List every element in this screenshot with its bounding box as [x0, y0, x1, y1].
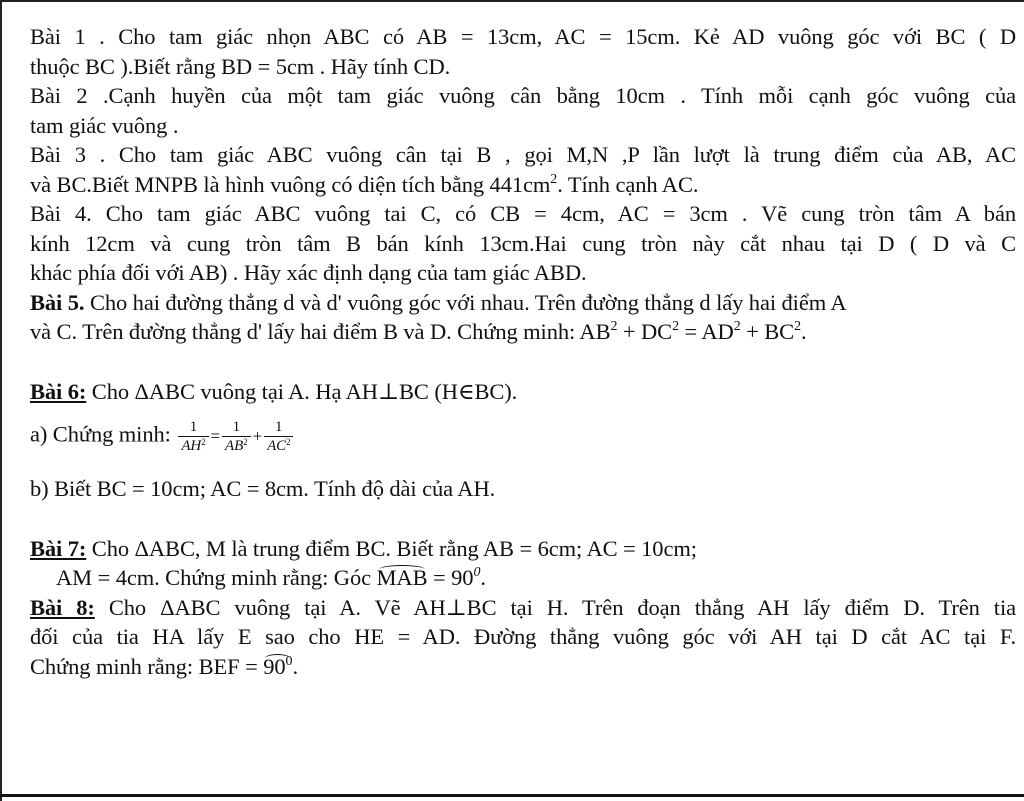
superscript: 2 — [243, 437, 248, 447]
bai6-a-label: a) Chứng minh: — [30, 421, 177, 447]
bai4-line1: Bài 4. Cho tam giác ABC vuông tai C, có CB = 4cm, AC = 3cm . Vẽ cung tròn tâm A bán — [30, 201, 1016, 226]
superscript: 2 — [733, 319, 741, 334]
bai5-text-d: + BC — [740, 319, 795, 344]
fraction-1-over-ac2 — [264, 418, 293, 455]
bai6-label: Bài 6: — [30, 378, 87, 404]
bai8-line1-text: Cho ΔABC vuông tại A. Vẽ AH⊥BC tại H. Trên đoạn thẳng AH lấy điểm D. Trên tia — [94, 594, 1017, 620]
bai3-line2 — [30, 170, 1016, 200]
plus-sign: + — [252, 426, 263, 446]
bai2-line1: Bài 2 .Cạnh huyền của một tam giác vuông cân bằng 10cm . Tính mỗi cạnh góc vuông của — [30, 83, 1016, 108]
bai5-text-c: = AD — [679, 319, 734, 344]
fraction-numerator: 1 — [275, 419, 283, 435]
superscript: 2 — [201, 437, 206, 447]
bai6-intro-text: Cho ΔABC vuông tại A. Hạ AH⊥BC (H∈BC). — [86, 378, 518, 404]
superscript: 0 — [285, 653, 293, 669]
bai8-line1 — [30, 593, 1016, 623]
bai8-end: . — [292, 653, 298, 679]
superscript: 0 — [473, 565, 481, 580]
bai5-text-a: và C. Trên đường thẳng d' lấy hai điểm B và D. Chứng minh: AB — [30, 319, 611, 344]
bai1-line2: thuộc BC ).Biết rằng BD = 5cm . Hãy tính CD. — [30, 53, 451, 79]
fraction-denominator — [178, 436, 208, 455]
denominator-text: AB — [225, 438, 244, 454]
bai4-line3: khác phía đối với AB) . Hãy xác định dạng của tam giác ABD. — [30, 260, 587, 285]
bai3-line1: Bài 3 . Cho tam giác ABC vuông cân tại B , gọi M,N ,P lần lượt là trung điểm của AB, AC — [30, 142, 1016, 167]
bai3-line2-end: . Tính cạnh AC. — [557, 171, 699, 197]
bai7-equals: = 90 — [427, 565, 474, 590]
bai5-text-e: . — [800, 319, 807, 344]
bai1-line1: Bài 1 . Cho tam giác nhọn ABC có AB = 13cm, AC = 15cm. Kẻ AD vuông góc với BC ( D — [30, 24, 1016, 49]
bai5-text-b: + DC — [617, 319, 673, 344]
bai2-line2: tam giác vuông . — [30, 112, 179, 138]
fraction-numerator: 1 — [189, 419, 198, 435]
bai7-line1-text: Cho ΔABC, M là trung điểm BC. Biết rằng AB = 6cm; AC = 10cm; — [86, 535, 697, 561]
denominator-text: AC — [267, 438, 287, 454]
bai7-line2 — [30, 563, 1016, 593]
angle-value: 90 — [263, 653, 286, 679]
bai6-part-a — [30, 418, 1016, 462]
bai7-line1 — [30, 534, 1016, 564]
bai6-intro — [30, 377, 1016, 407]
fraction-denominator — [264, 436, 293, 455]
bai7-line2-text: AM = 4cm. Chứng minh rằng: Góc — [56, 565, 377, 590]
bai7-end: . — [480, 565, 486, 590]
bai8-line2: đối của tia HA lấy E sao cho HE = AD. Đường thẳng vuông góc với AH tại D cắt AC tại F. — [30, 624, 1016, 649]
bai7-label: Bài 7: — [30, 535, 87, 561]
exercise-document — [30, 22, 1016, 681]
fraction-numerator: 1 — [232, 419, 240, 435]
bai5-line1 — [30, 288, 1016, 318]
superscript: 2 — [286, 437, 291, 447]
superscript: 2 — [610, 319, 618, 334]
bai8-line3 — [30, 652, 1016, 682]
bai5-line2 — [30, 317, 1016, 347]
bai5-label: Bài 5. — [30, 289, 85, 315]
bai8-label: Bài 8: — [30, 594, 95, 620]
equals-sign: = — [210, 426, 221, 446]
bai5-line1-text: Cho hai đường thẳng d và d' vuông góc với nhau. Trên đường thẳng d lấy hai điểm A — [84, 289, 847, 315]
fraction-1-over-ah2 — [178, 418, 208, 455]
bai8-line3-text: Chứng minh rằng: BEF = — [30, 653, 264, 679]
angle-mab: MAB — [377, 563, 428, 593]
bai4-line2: kính 12cm và cung tròn tâm B bán kính 13cm.Hai cung tròn này cắt nhau tại D ( D và C — [30, 230, 1016, 256]
angle-90-degrees — [263, 652, 292, 682]
fraction-1-over-ab2 — [222, 418, 251, 455]
bai6-part-b: b) Biết BC = 10cm; AC = 8cm. Tính độ dài của AH. — [30, 476, 496, 501]
superscript: 2 — [794, 319, 801, 334]
bottom-rule — [0, 794, 1024, 797]
superscript: 2 — [550, 171, 558, 187]
fraction-denominator — [222, 436, 251, 455]
denominator-text: AH — [181, 438, 202, 454]
bai3-line2-text: và BC.Biết MNPB là hình vuông có diện tích bằng 441cm — [30, 171, 551, 197]
superscript: 2 — [672, 319, 679, 334]
